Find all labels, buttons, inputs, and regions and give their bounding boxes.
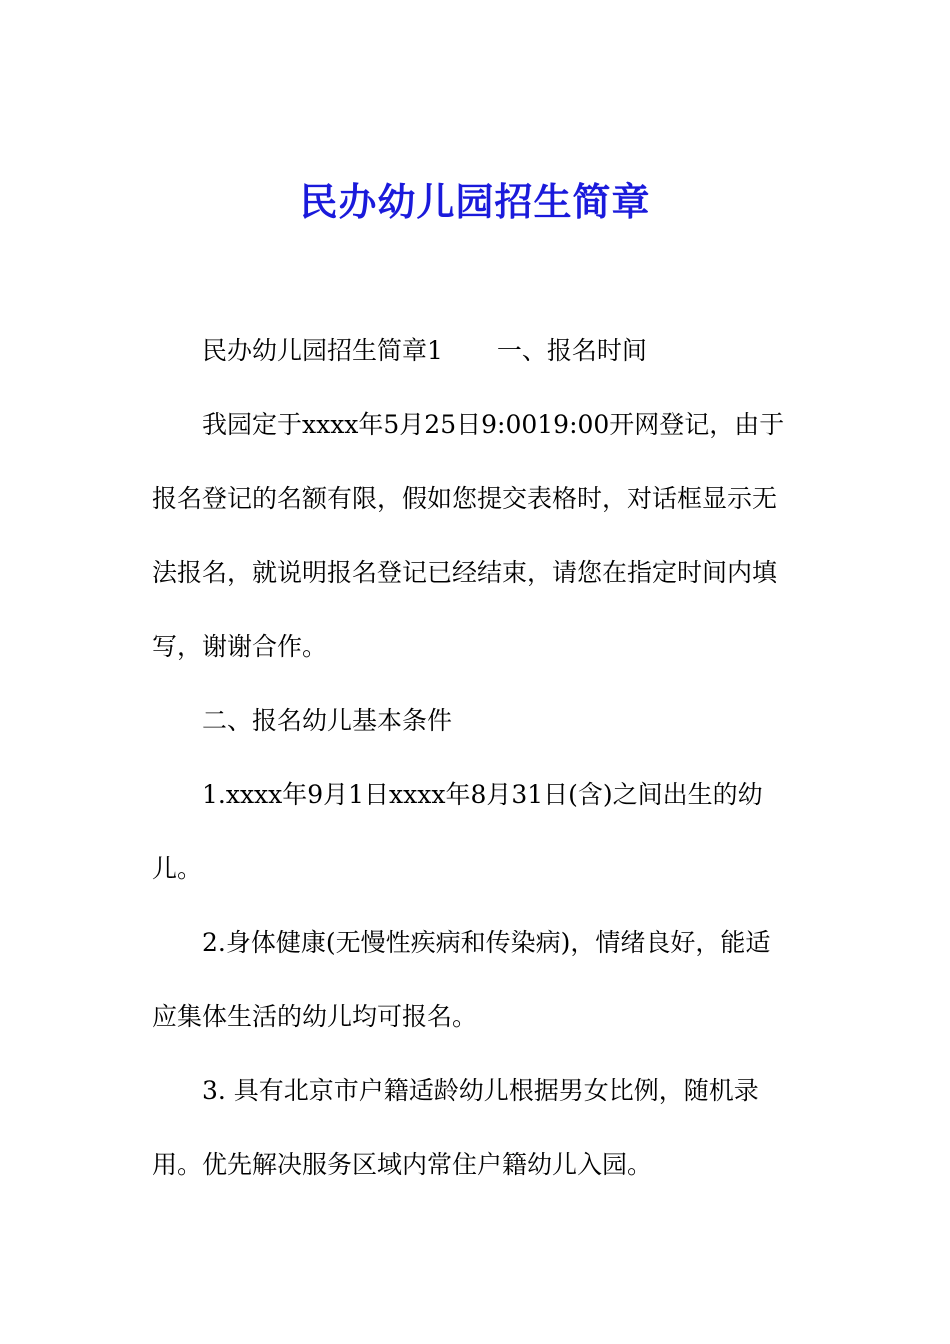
list-item-line: 1.xxxx年9月1日xxxx年8月31日(含)之间出生的幼 [202,780,763,809]
paragraph-line: 法报名，就说明报名登记已经结束，请您在指定时间内填 [152,558,778,587]
list-item-line: 3. 具有北京市户籍适龄幼儿根据男女比例，随机录 [202,1076,759,1105]
list-item-line: 用。优先解决服务区域内常住户籍幼儿入园。 [152,1150,653,1179]
paragraph-line [152,314,812,388]
paragraph-line: 我园定于xxxx年5月25日9:0019:00开网登记，由于 [202,410,785,439]
paragraph-line: 报名登记的名额有限，假如您提交表格时，对话框显示无 [152,484,778,513]
section-heading-intro: 民办幼儿园招生简章1 [202,336,443,365]
list-item-line: 2.身体健康(无慢性疾病和传染病)，情绪良好，能适 [202,928,771,957]
list-item-line: 应集体生活的幼儿均可报名。 [152,1002,478,1031]
list-item-line: 儿。 [152,854,203,883]
section-heading-registration-time: 一、报名时间 [496,336,647,365]
section-heading-conditions: 二、报名幼儿基本条件 [202,706,453,735]
document-title: 民办幼儿园招生简章 [299,179,651,224]
paragraph-line: 写，谢谢合作。 [152,632,328,661]
document-body [152,314,812,1202]
